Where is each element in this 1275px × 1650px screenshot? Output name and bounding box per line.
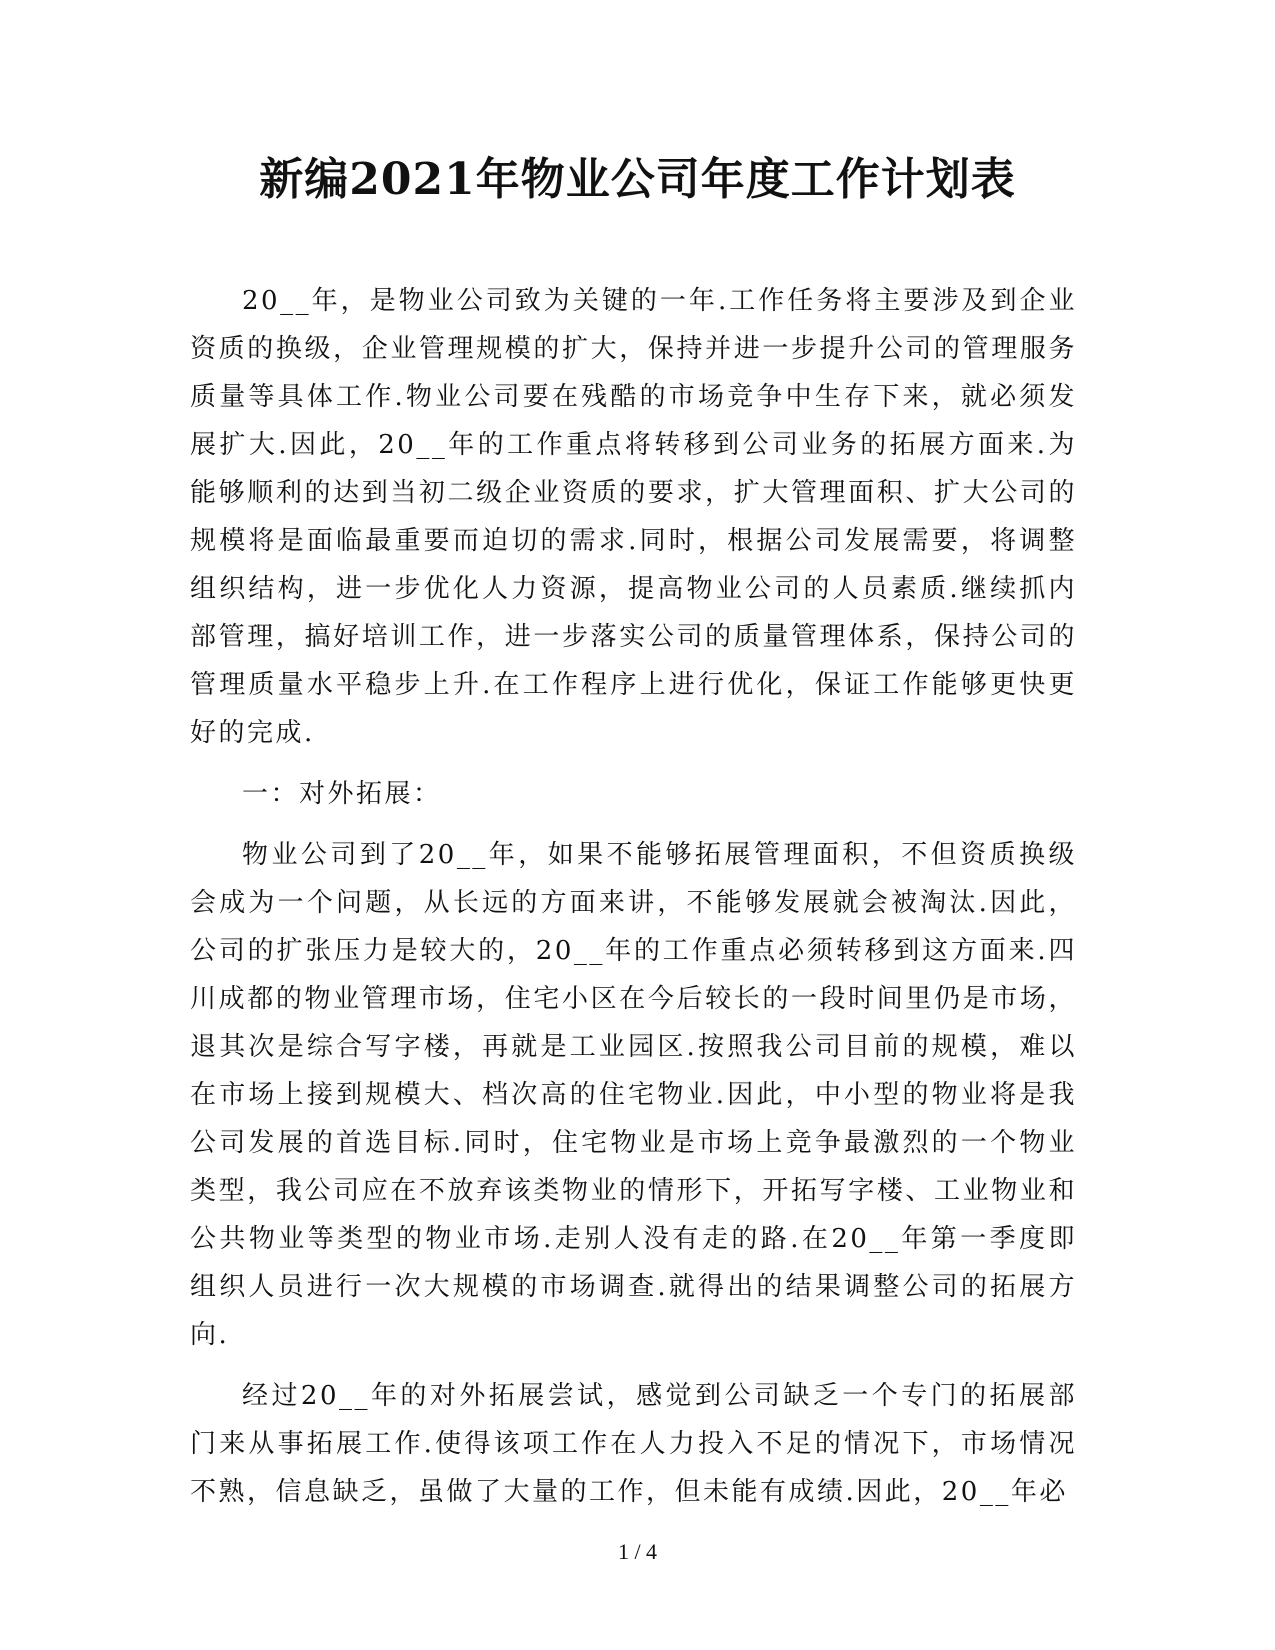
paragraph-intro: 20__年，是物业公司致为关键的一年.工作任务将主要涉及到企业资质的换级，企业管理规模的扩大，保持并进一步提升公司的管理服务质量等具体工作.物业公司要在残酷的市场竞争中生存下来，就必须发展扩大.因此，20__年的工作重点将转移到公司业务的拓展方面来.为能够顺利的达到当初二级企业资质的要求，扩大管理面积、扩大公司的规模将是面临最重要而迫切的需求.同时，根据公司发展需要，将调整组织结构，进一步优化人力资源，提高物业公司的人员素质.继续抓内部管理，搞好培训工作，进一步落实公司的质量管理体系，保持公司的管理质量水平稳步上升.在工作程序上进行优化，保证工作能够更快更好的完成. xyxy=(190,286,1077,748)
paragraph-expansion-department: 经过20__年的对外拓展尝试，感觉到公司缺乏一个专门的拓展部门来从事拓展工作.使得该项工作在人力投入不足的情况下，市场情况不熟，信息缺乏，虽做了大量的工作，但未能有成绩.因此，20__年必 xyxy=(190,1381,1077,1507)
document-title: 新编2021年物业公司年度工作计划表 xyxy=(259,154,1016,205)
document-body xyxy=(190,277,1077,1529)
section-heading-external-expansion: 一：对外拓展： xyxy=(242,779,442,809)
paragraph-expansion-market: 物业公司到了20__年，如果不能够拓展管理面积，不但资质换级会成为一个问题，从长远的方面来讲，不能够发展就会被淘汰.因此，公司的扩张压力是较大的，20__年的工作重点必须转移到这方面来.四川成都的物业管理市场，住宅小区在今后较长的一段时间里仍是市场，退其次是综合写字楼，再就是工业园区.按照我公司目前的规模，难以在市场上接到规模大、档次高的住宅物业.因此，中小型的物业将是我公司发展的首选目标.同时，住宅物业是市场上竞争最激烈的一个物业类型，我公司应在不放弃该类物业的情形下，开拓写字楼、工业物业和公共物业等类型的物业市场.走别人没有走的路.在20__年第一季度即组织人员进行一次大规模的市场调查.就得出的结果调整公司的拓展方向. xyxy=(190,840,1077,1350)
page-number: 1 / 4 xyxy=(617,1539,658,1564)
